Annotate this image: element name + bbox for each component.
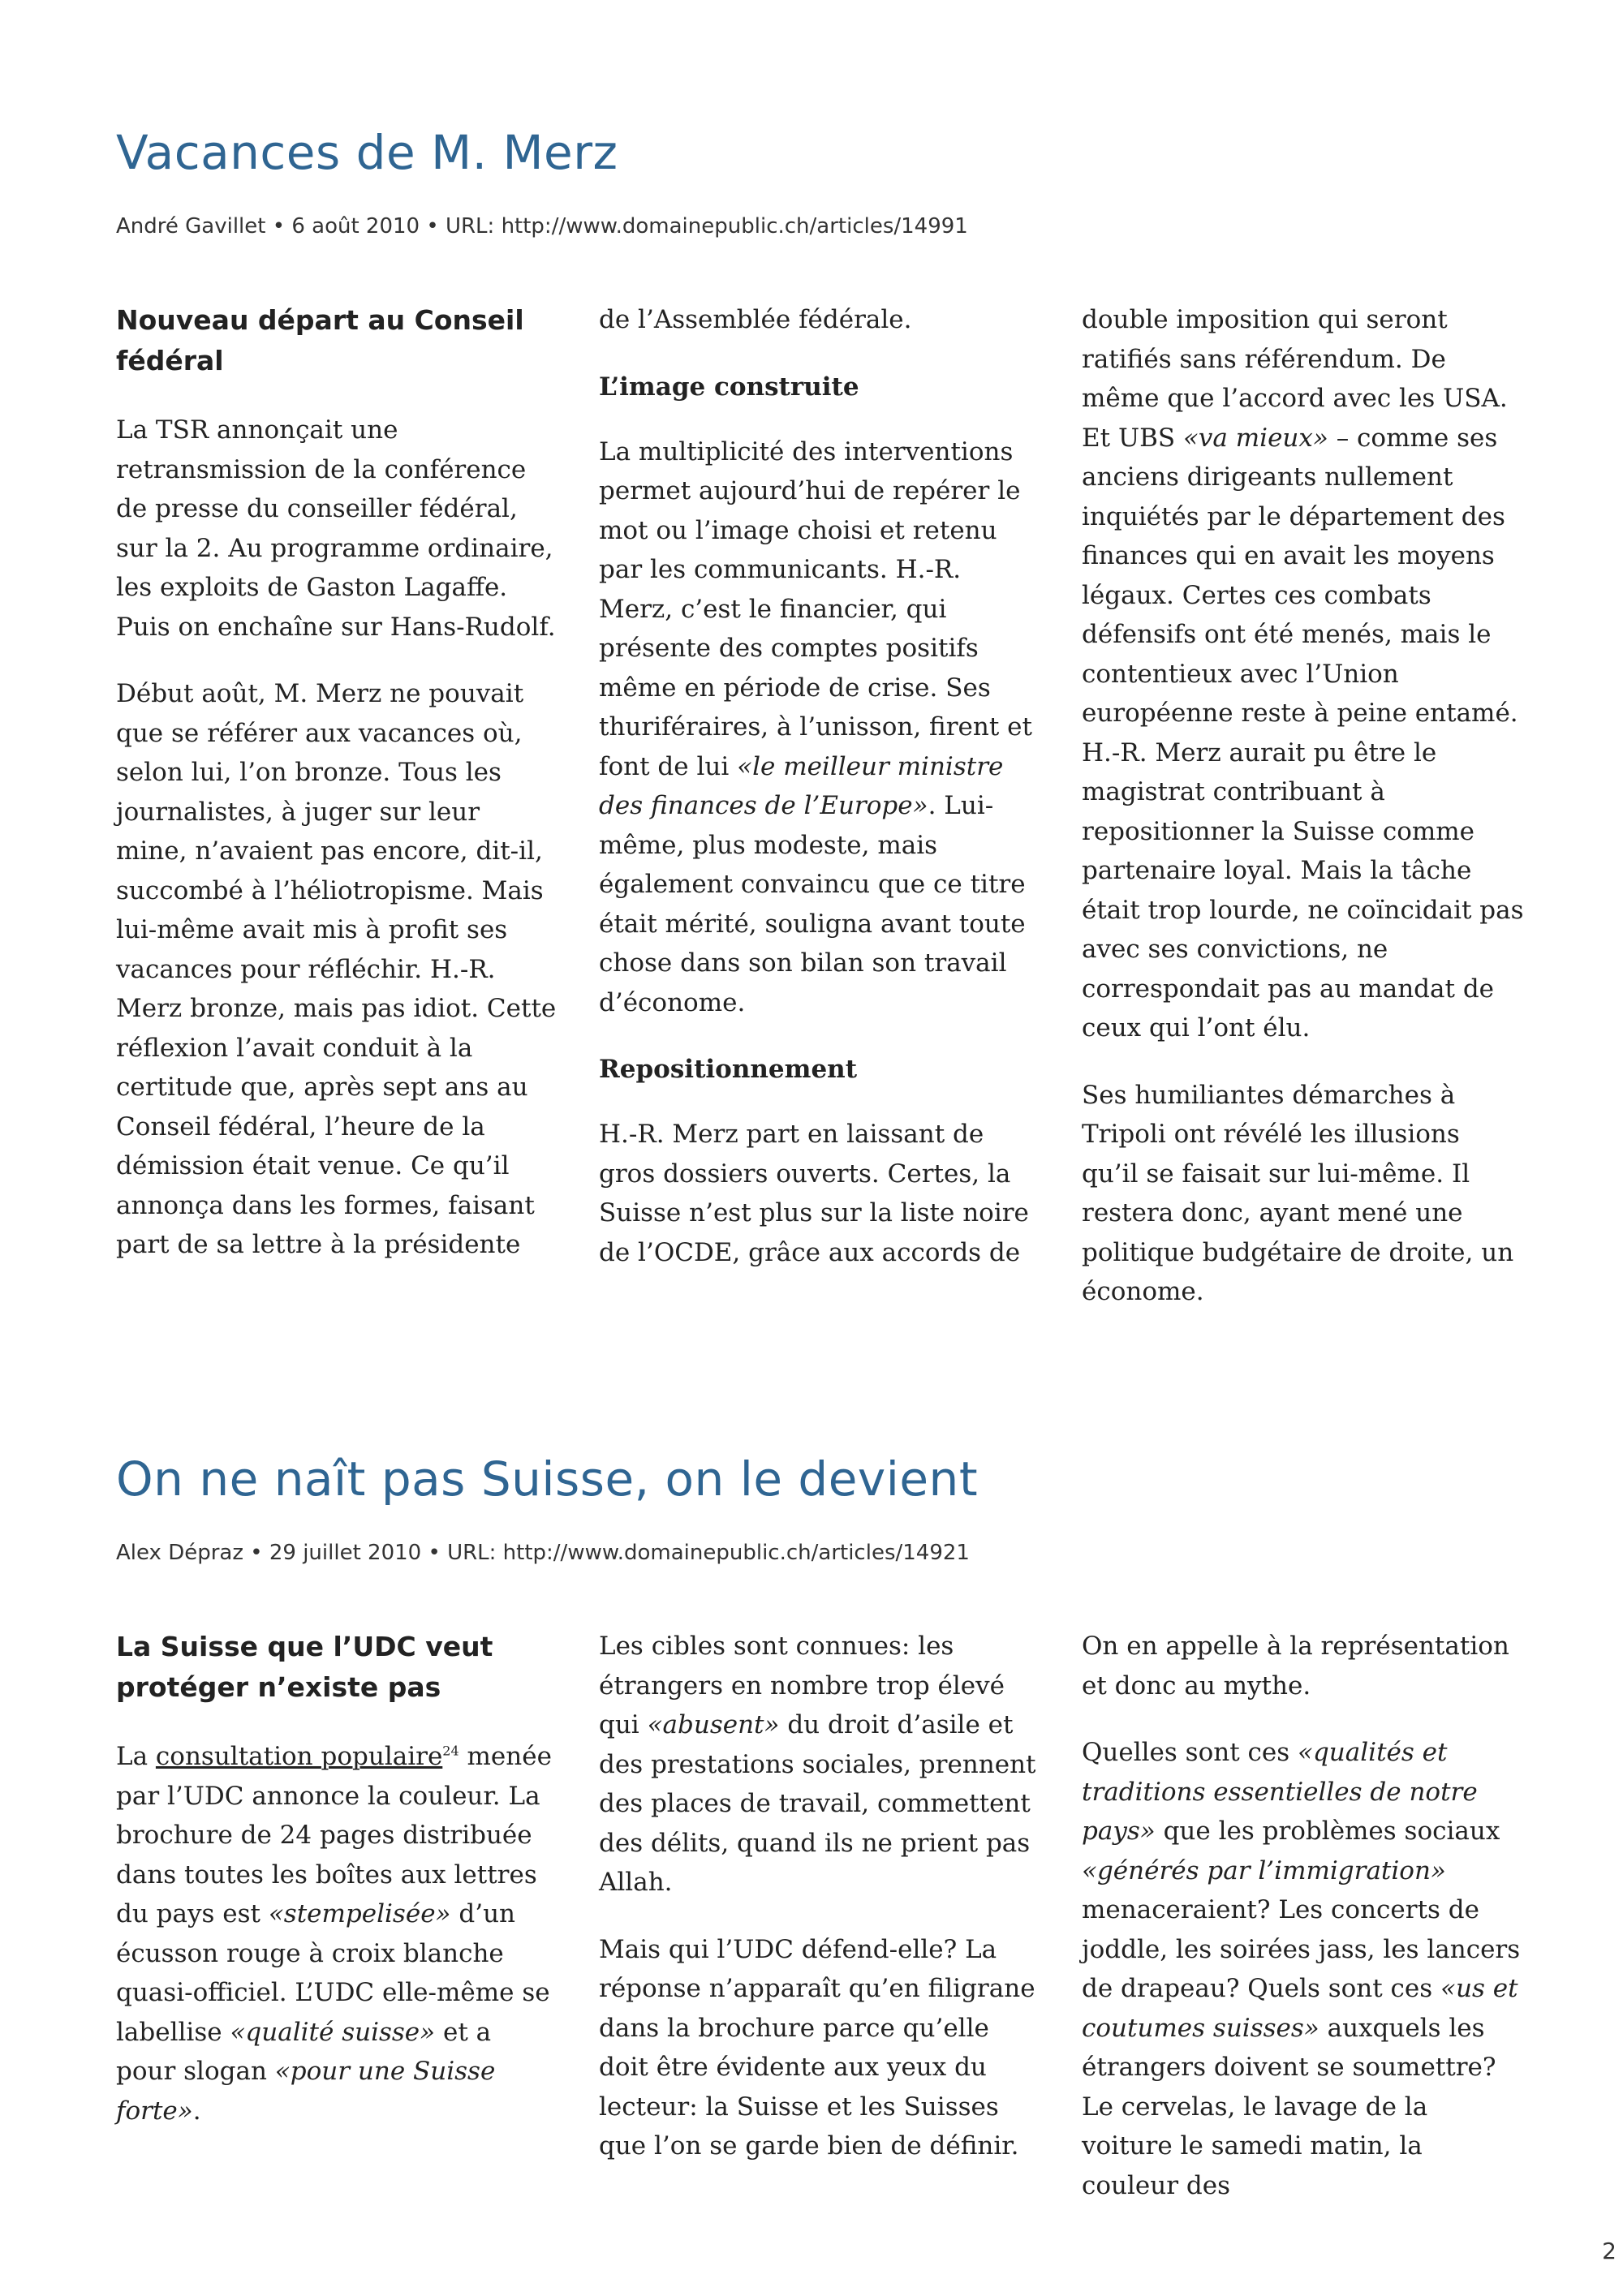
text: double imposition qui seront ratifiés sans référendum. De même que l’accord avec les USA. Et UBS — [1082, 305, 1508, 453]
paragraph — [1082, 300, 1524, 1048]
article-title: Vacances de M. Merz — [116, 125, 618, 180]
page-number: 2 — [1602, 2238, 1617, 2264]
text: Les cibles sont connues: les étrangers en nombre trop élevé qui — [599, 1632, 1005, 1739]
quote: «stempelisée» — [268, 1899, 451, 1928]
section-heading: Repositionnement — [599, 1055, 858, 1084]
paragraph: H.-R. Merz part en laissant de gros dossiers ouverts. Certes, la Suisse n’est plus sur la liste noire de l’OCDE, grâce aux accords de — [599, 1120, 1029, 1267]
text: du droit d’asile et des prestations sociales, prennent des places de travail, commettent des délits, quand ils ne prient pas Allah. — [599, 1710, 1036, 1897]
article-meta: Alex Dépraz • 29 juillet 2010 • URL: http://www.domainepublic.ch/articles/14921 — [116, 1540, 970, 1565]
article-meta: André Gavillet • 6 août 2010 • URL: http://www.domainepublic.ch/articles/14991 — [116, 213, 968, 239]
text: Quelles sont ces — [1082, 1738, 1298, 1767]
paragraph: Ses humiliantes démarches à Tripoli ont révélé les illusions qu’il se faisait sur lui-même. Il restera donc, ayant mené une politique budgétaire de droite, un économe. — [1082, 1080, 1514, 1306]
paragraph: La TSR annonçait une retransmission de la conférence de presse du conseiller fédéral, sur la 2. Au programme ordinaire, les exploits de Gaston Lagaffe. Puis on enchaîne sur Hans-Rudolf. — [116, 415, 556, 642]
column-1 — [116, 1627, 558, 2158]
quote: «qualités et traditions essentielles de notre pays» — [1082, 1738, 1478, 1846]
text: d’un écusson rouge à croix blanche quasi-officiel. L’UDC elle-même se labellise — [116, 1899, 550, 2047]
column-2 — [599, 300, 1041, 1300]
paragraph: On en appelle à la représentation et donc au mythe. — [1082, 1632, 1509, 1701]
column-3 — [1082, 1627, 1524, 2233]
column-2 — [599, 1627, 1041, 2194]
article-suisse-devient — [116, 1451, 1521, 2200]
quote: «abusent» — [647, 1710, 780, 1739]
column-1 — [116, 300, 558, 1292]
quote: «générés par l’immigration» — [1082, 1855, 1446, 1885]
quote: «va mieux» — [1182, 423, 1328, 453]
paragraph — [1082, 1733, 1524, 2205]
text: que les problèmes sociaux — [1155, 1817, 1500, 1846]
column-3 — [1082, 300, 1524, 1339]
text: menée par l’UDC annonce la couleur. La brochure de 24 pages distribuée dans toutes les boîtes aux lettres du pays est — [116, 1742, 552, 1928]
text: . Lui-même, plus modeste, mais également convaincu que ce titre était mérité, souligna avant toute chose dans son bilan son travail d’économe. — [599, 791, 1026, 1017]
quote: «le meilleur ministre des finances de l’Europe» — [599, 751, 1004, 820]
text: La multiplicité des interventions permet aujourd’hui de repérer le mot ou l’image choisi et retenu par les communicants. H.-R. Merz, c’est le financier, qui présente des comptes positifs même en période de crise. Ses thuriféraires, à l’unisson, firent et font de lui — [599, 436, 1032, 781]
paragraph — [599, 1627, 1041, 1903]
consultation-populaire-link[interactable]: consultation populaire — [155, 1742, 443, 1771]
text: – comme ses anciens dirigeants nullement inquiétés par le département des finances qui en avait les moyens légaux. Certes ces combats défensifs ont été menés, mais le contentieux avec l’Union européenne reste à peine entamé. H.-R. Merz aurait pu être le magistrat contribuant à repositionner la Suisse comme partenaire loyal. Mais la tâche était trop lourde, ne coïncidait pas avec ses convictions, ne correspondait pas au mandat de ceux qui l’ont élu. — [1082, 423, 1524, 1043]
quote: «pour une Suisse forte» — [116, 2057, 496, 2126]
section-heading: Nouveau départ au Conseil fédéral — [116, 304, 524, 376]
paragraph — [116, 1737, 558, 2130]
text: auxquels les étrangers doivent se soumettre? Le cervelas, le lavage de la voiture le samedi matin, la couleur des — [1082, 2013, 1496, 2200]
text: . — [192, 2096, 201, 2126]
text: et a pour slogan — [116, 2017, 492, 2086]
article-title: On ne naît pas Suisse, on le devient — [116, 1451, 979, 1507]
paragraph: Début août, M. Merz ne pouvait que se référer aux vacances où, selon lui, l’on bronze. Tous les journalistes, à juger sur leur mine, n’avaient pas encore, dit-il, succombé à l’héliotropisme. Mais lui-même avait mis à profit ses vacances pour réfléchir. H.-R. Merz bronze, mais pas idiot. Cette réflexion l’avait conduit à la certitude que, après sept ans au Conseil fédéral, l’heure de la démission était venue. Ce qu’il annonça dans les formes, faisant part de sa lettre à la présidente — [116, 679, 557, 1259]
text: menaceraient? Les concerts de joddle, les soirées jass, les lancers de drapeau? Quels sont ces — [1082, 1895, 1521, 2003]
paragraph-continued: de l’Assemblée fédérale. — [599, 305, 912, 334]
article-vacances-merz — [116, 125, 1524, 1306]
footnote-ref[interactable]: 24 — [442, 1743, 459, 1759]
paragraph — [599, 432, 1041, 1023]
section-heading: L’image construite — [599, 372, 859, 402]
paragraph: Mais qui l’UDC défend-elle? La réponse n’apparaît qu’en filigrane dans la brochure parce qu’elle doit être évidente aux yeux du lecteur: la Suisse et les Suisses que l’on se garde bien de définir. — [599, 1934, 1035, 2161]
quote: «qualité suisse» — [230, 2017, 436, 2047]
section-heading: La Suisse que l’UDC veut protéger n’existe pas — [116, 1631, 493, 1703]
quote: «us et coutumes suisses» — [1082, 1974, 1518, 2043]
text: La — [116, 1742, 156, 1771]
